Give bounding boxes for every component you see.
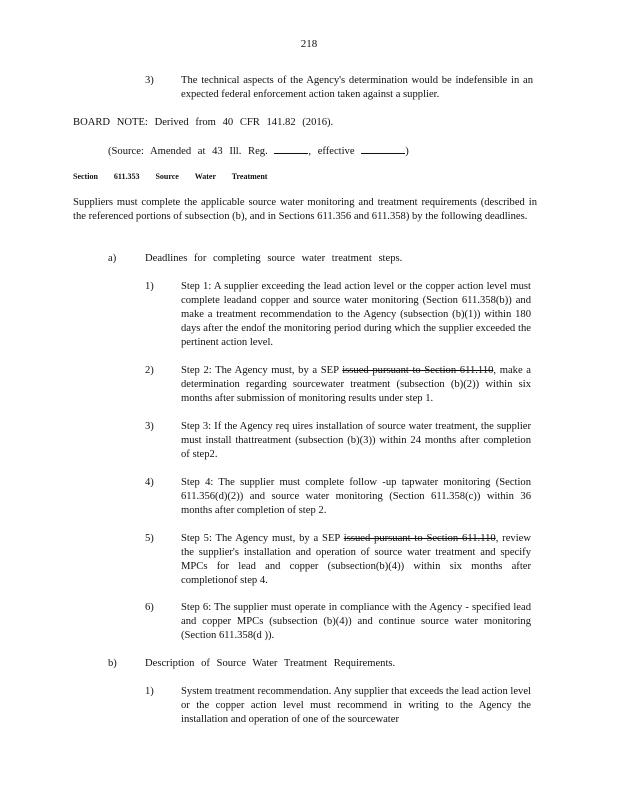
source-line: [108, 143, 528, 159]
subsection-b-title: Description of Source Water Treatment Requirements.: [145, 658, 396, 669]
page-number: 218: [300, 38, 318, 50]
step-text-post: , make a determination regarding sourcewater treatment (subsection (b)(2)) within six months after submission of monitoring results under step 1.: [181, 365, 531, 404]
item-number: 3): [145, 75, 154, 86]
board-note: BOARD NOTE: Derived from 40 CFR 141.82 (2016).: [73, 117, 334, 128]
item-text: The technical aspects of the Agency's determination would be indefensible in an expected federal enforcement action taken against a supplier.: [181, 75, 533, 100]
source-middle: , effective: [308, 146, 355, 157]
step-text: [181, 364, 531, 406]
step-text: Step 4: The supplier must complete follow -up tapwater monitoring (Section 611.356(d)(2)) and source water monitoring (Section 611.358(c)) within 36 months after completion of step 2.: [181, 477, 531, 516]
section-heading: Section 611.353 Source Water Treatment: [73, 172, 268, 181]
step-number: 1): [145, 281, 154, 292]
intro-paragraph: Suppliers must complete the applicable source water monitoring and treatment requirements (described in the referenced portions of subsection (b), and in Sections 611.356 and 611.358) by the following deadlines.: [73, 197, 537, 222]
step-text: Step 1: A supplier exceeding the lead action level or the copper action level must complete leadand copper and source water monitoring (Section 611.358(b)) and make a treatment recommendation to the Agency (subsection (b)(1)) within 180 days after the endof the monitoring period during which the supplier exceeded the pertinent action level.: [181, 281, 531, 348]
step-text-pre: Step 5: The Agency must, by a SEP: [181, 533, 344, 544]
step-number: 4): [145, 477, 154, 488]
step-number: 6): [145, 602, 154, 613]
step-text: Step 3: If the Agency req uires installation of source water treatment, the supplier must install thattreatment (subsection (b)(3)) within 24 months after completion of step2.: [181, 421, 531, 460]
step-text-pre: Step 2: The Agency must, by a SEP: [181, 365, 343, 376]
subsection-b-label: b): [108, 658, 117, 669]
step-number: 3): [145, 421, 154, 432]
step-number: 2): [145, 365, 154, 376]
subsection-a-title: Deadlines for completing source water treatment steps.: [145, 253, 403, 264]
source-suffix: ): [405, 146, 409, 157]
source-blank-date: [361, 143, 405, 154]
source-prefix: (Source: Amended at 43 Ill. Reg.: [108, 146, 268, 157]
step-number: 5): [145, 533, 154, 544]
struck-text: issued pursuant to Section 611.110: [343, 533, 496, 544]
struck-text: issued pursuant to Section 611.110: [342, 365, 494, 376]
b1-number: 1): [145, 686, 154, 697]
subsection-a-label: a): [108, 253, 117, 264]
step-text-post: , review the supplier's installation and operation of source water treatment and specify MPCs for lead and copper (subsection(b)(4)) within six months after completionof step 4.: [181, 533, 531, 586]
source-blank-volume: [274, 143, 308, 154]
step-text: [181, 532, 531, 588]
b1-text: System treatment recommendation. Any supplier that exceeds the lead action level or the copper action level must recommend in writing to the Agency the installation and operation of one of the sourcewater: [181, 686, 531, 725]
step-text: Step 6: The supplier must operate in compliance with the Agency - specified lead and copper MPCs (subsection (b)(4)) and continue source water monitoring (Section 611.358(d )).: [181, 602, 531, 641]
